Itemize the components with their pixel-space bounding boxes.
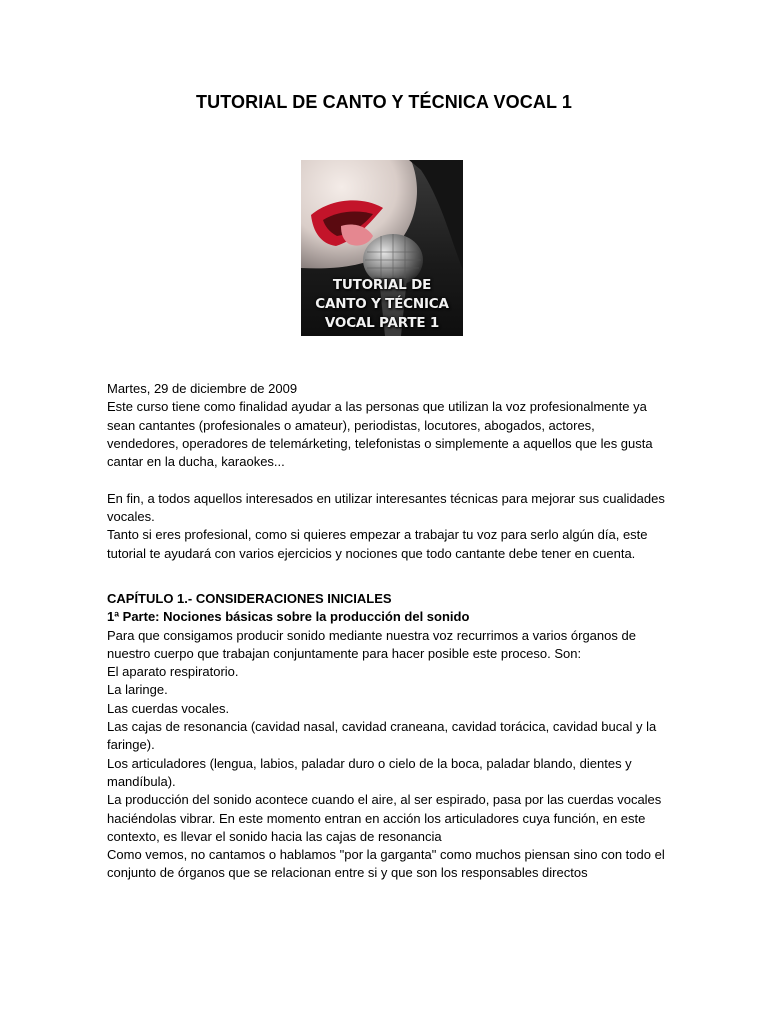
- cover-caption-line-3: VOCAL PARTE 1: [324, 315, 440, 331]
- cover-caption-line-2: CANTO Y TÉCNICA: [315, 296, 449, 312]
- intro-paragraph-2: En fin, a todos aquellos interesados en utilizar interesantes técnicas para mejorar sus cualidades vocales.: [107, 490, 665, 525]
- intro-paragraph-1: Este curso tiene como finalidad ayudar a las personas que utilizan la voz profesionalmente ya sean cantantes (profesionales o amateur), periodistas, locutores, abogados, actores, vendedores, operadores de telemárketing, telefonistas o simplemente a aquellos que les gusta cantar en la ducha, karaokes...: [107, 399, 653, 470]
- document-body: [107, 380, 667, 883]
- organ-item: Los articuladores (lengua, labios, paladar duro o cielo de la boca, paladar blando, dientes y mandíbula).: [107, 755, 632, 789]
- body-paragraph-2: La producción del sonido acontece cuando el aire, al ser espirado, pasa por las cuerdas vocales haciéndolas vibrar. En este momento entran en acción los articuladores cuya función, en este contexto, es llevar el sonido hacia las cajas de resonancia: [107, 792, 662, 844]
- organ-item: Las cajas de resonancia (cavidad nasal, cavidad craneana, cavidad torácica, cavidad bucal y la faringe).: [107, 719, 657, 753]
- chapter-heading: CAPÍTULO 1.- CONSIDERACIONES INICIALES: [107, 590, 392, 606]
- body-paragraph-3: Como vemos, no cantamos o hablamos "por la garganta" como muchos piensan sino con todo el conjunto de órganos que se relacionan entre si y que son los responsables directos: [107, 847, 665, 881]
- cover-image: [301, 160, 463, 336]
- cover-image-caption: [301, 276, 463, 333]
- intro-paragraph-3: Tanto si eres profesional, como si quieres empezar a trabajar tu voz para serlo algún día, este tutorial te ayudará con varios ejercicios y nociones que todo cantante debe tener en cuenta.: [107, 527, 648, 561]
- cover-caption-line-1: TUTORIAL DE: [332, 277, 432, 293]
- organ-item: El aparato respiratorio.: [107, 664, 239, 680]
- post-date: Martes, 29 de diciembre de 2009: [107, 381, 298, 396]
- organ-item: Las cuerdas vocales.: [107, 700, 230, 716]
- organ-item: La laringe.: [107, 682, 168, 698]
- document-title: TUTORIAL DE CANTO Y TÉCNICA VOCAL 1: [196, 92, 572, 112]
- body-paragraph-1: Para que consigamos producir sonido mediante nuestra voz recurrimos a varios órganos de nuestro cuerpo que trabajan conjuntamente para hacer posible este proceso. Son:: [107, 627, 636, 661]
- part-heading: 1ª Parte: Nociones básicas sobre la producción del sonido: [107, 609, 470, 625]
